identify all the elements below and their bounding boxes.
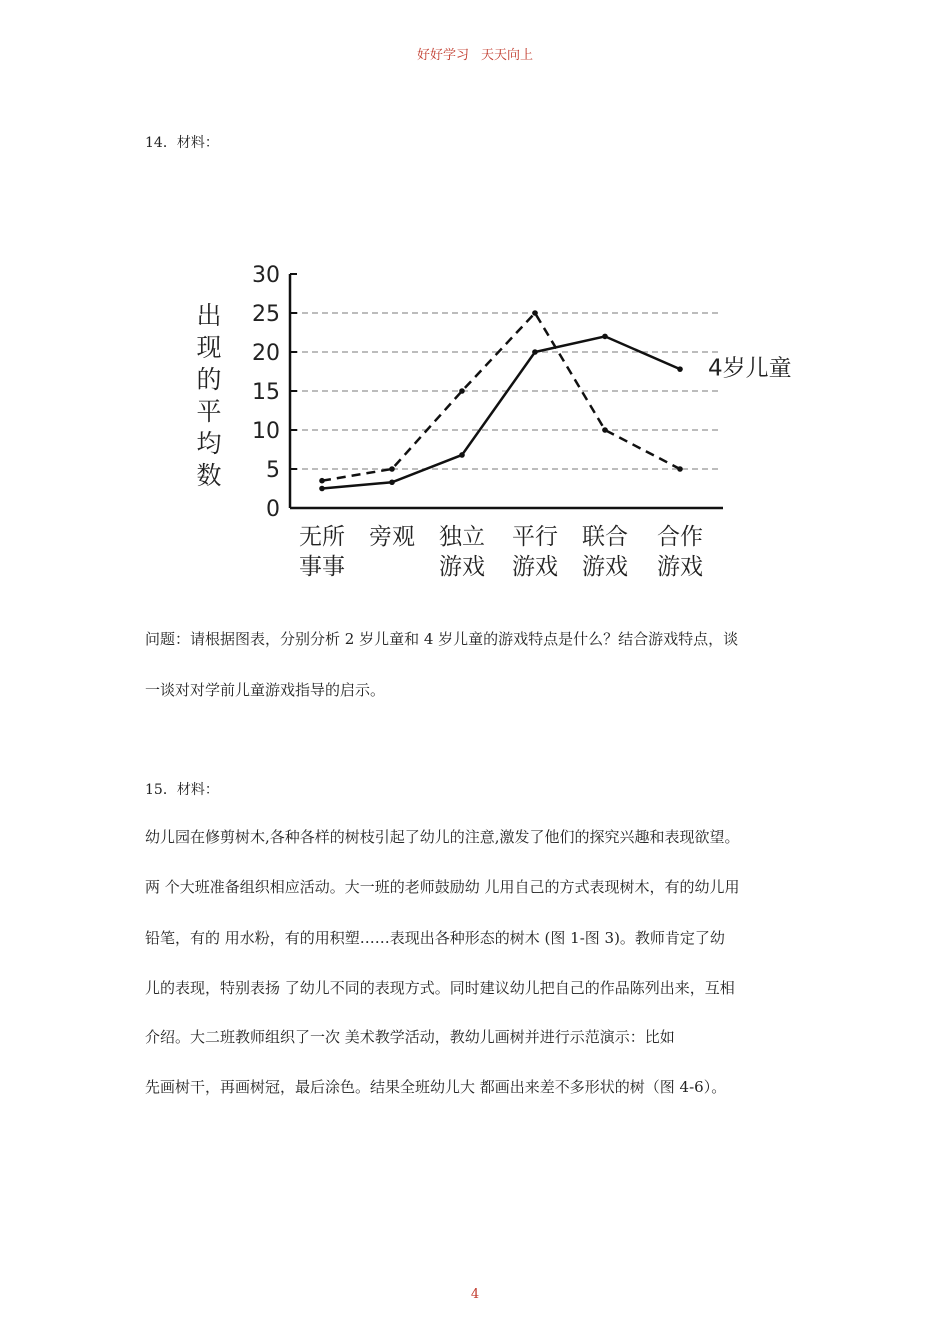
question-15-number: 15．材料： [145,782,219,798]
question-15-line-4: 儿的表现，特别表扬 了幼儿不同的表现方式。同时建议幼儿把自己的作品陈列出来，互相 [145,979,735,997]
x-tick-label: 事事 [299,554,345,580]
series-1-point [677,466,683,472]
question-14-number: 14．材料： [145,135,219,151]
header-left: 好好学习 [416,48,469,63]
x-tick-label: 联合 [582,524,628,550]
x-tick-label: 游戏 [512,554,558,580]
y-tick-label: 20 [252,341,280,366]
question-15-line-6: 先画树干，再画树冠，最后涂色。结果全班幼儿大 都画出来差不多形状的树（图 4-6）。 [145,1078,727,1096]
chart-annotations [708,356,792,382]
x-tick-label: 游戏 [582,554,628,580]
series-line-1 [322,313,680,481]
line-chart [190,262,808,588]
question-15-line-3: 铅笔，有的 用水粉，有的用积塑……表现出各种形态的树木 (图 1-图 3)。教师肯定了幼 [145,929,725,947]
series-2-point [319,486,325,492]
question-15-line-5: 介绍。大二班教师组织了一次 美术教学活动，教幼儿画树并进行示范演示：比如 [145,1028,675,1046]
series-2-point [459,452,465,458]
y-label-char: 的 [196,365,222,394]
y-label-char: 出 [196,301,222,330]
y-label-char: 均 [196,429,222,458]
question-14-text-line-2: 一谈对对学前儿童游戏指导的启示。 [145,681,386,699]
series-line-2 [322,336,680,488]
series-label: 4岁儿童 [708,355,792,382]
series-1-point [602,427,608,433]
y-tick-label: 0 [266,497,280,522]
y-tick-label: 5 [266,458,280,483]
series-2-point [532,349,538,355]
series-1-point [532,310,538,316]
header-right: 天天向上 [481,48,534,63]
series-1-point [459,388,465,394]
x-tick-label: 无所 [299,524,345,550]
question-14-text-line-1: 问题：请根据图表，分别分析 2 岁儿童和 4 岁儿童的游戏特点是什么？结合游戏特点，谈 [145,630,739,648]
y-tick-label: 15 [252,380,280,405]
y-tick-labels [252,263,280,522]
y-tick-label: 10 [252,419,280,444]
y-axis-label [196,301,221,490]
series-1-point [389,466,395,472]
page-header [0,44,950,63]
y-label-char: 平 [196,397,222,426]
series-2-point [602,334,608,340]
series-1-point [319,478,325,484]
page-number: 4 [470,1287,480,1302]
y-tick-label: 30 [252,263,280,288]
question-15-line-1: 幼儿园在修剪树木,各种各样的树枝引起了幼儿的注意,激发了他们的探究兴趣和表现欲望。 [145,828,740,846]
series-2-point [389,479,395,485]
y-label-char: 数 [196,461,222,490]
x-tick-label: 平行 [512,524,558,550]
y-label-char: 现 [196,333,222,362]
x-tick-label: 合作 [657,524,703,550]
chart-series [319,310,683,491]
x-tick-labels [299,524,703,580]
question-15-line-2: 两 个大班准备组织相应活动。大一班的老师鼓励幼 儿用自己的方式表现树木，有的幼儿用 [145,878,740,896]
x-tick-label: 游戏 [657,554,703,580]
x-tick-label: 独立 [439,524,485,550]
x-tick-label: 游戏 [439,554,485,580]
y-tick-label: 25 [252,302,280,327]
series-2-point [677,366,683,372]
x-tick-label: 旁观 [369,524,415,550]
